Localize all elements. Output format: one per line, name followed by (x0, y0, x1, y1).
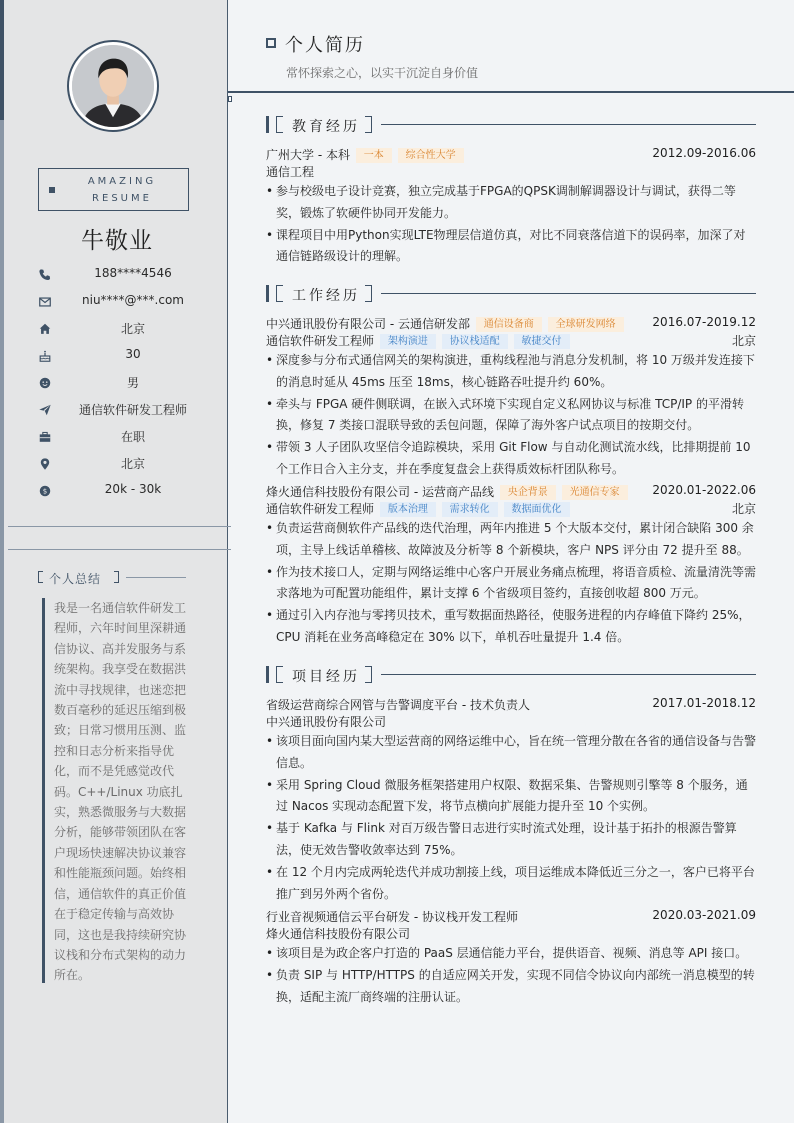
gender-value: 男 (126, 376, 139, 390)
summary-heading (38, 570, 188, 586)
info-phone (8, 262, 228, 289)
section-title: 教育经历 (292, 119, 360, 135)
info-salary (8, 478, 228, 505)
status-value: 在职 (120, 430, 145, 444)
page-title: 个人简历 (285, 35, 365, 56)
section-projects-heading (266, 666, 756, 684)
location-value: 北京 (120, 457, 145, 471)
bracket-left-icon (276, 666, 283, 683)
section-line (381, 674, 756, 675)
info-email (8, 289, 228, 316)
tag: 敏捷交付 (514, 334, 570, 349)
entry-date: 2016.07-2019.12 (652, 315, 756, 329)
work-entry (266, 315, 756, 481)
info-position (8, 397, 228, 424)
list-item: • 在 12 个月内完成两轮迭代并成功割接上线，项目运维成本降低近三分之一，客户已将平台推广到另外两个省份。 (266, 862, 756, 906)
list-item: • 采用 Spring Cloud 微服务框架搭建用户权限、数据采集、告警规则引擎等 8 个服务，通过 Nacos 实现动态配置下发，将节点横向扩展能力提升至 10 个实例。 (266, 775, 756, 819)
info-location (8, 451, 228, 478)
section-line (381, 293, 756, 294)
tag: 需求转化 (442, 502, 498, 517)
tag: 央企背景 (500, 485, 556, 500)
info-gender (8, 370, 228, 397)
section-bar-icon (266, 116, 269, 133)
bracket-left-icon (276, 116, 283, 133)
age-value: 30 (125, 347, 141, 361)
tag: 版本治理 (380, 502, 436, 517)
svg-text:$: $ (42, 487, 48, 496)
tag: 一本 (356, 148, 392, 163)
entry-title: 省级运营商综合网管与告警调度平台 - 技术负责人 (266, 698, 530, 712)
entry-date: 2017.01-2018.12 (652, 696, 756, 710)
summary-title: 个人总结 (49, 572, 102, 586)
entry-location: 北京 (731, 334, 756, 348)
salary-value: 20k - 30k (104, 482, 162, 496)
list-item: • 牵头与 FPGA 硬件侧联调，在嵌入式环境下实现自定义私网协议与标准 TCP/IP 的平滑转换，修复 7 类接口混联导致的丢包问题，保障了海外客户试点项目的按期交付。 (266, 394, 756, 438)
bracket-left-icon (276, 285, 283, 302)
title-square-icon (266, 38, 276, 48)
list-item: • 该项目面向国内某大型运营商的网络运维中心，旨在统一管理分散在各省的通信设备与告警信息。 (266, 731, 756, 775)
tag: 通信设备商 (476, 317, 542, 332)
project-entry (266, 908, 756, 1008)
sidebar-divider-bottom (8, 549, 231, 550)
list-item: • 负责运营商侧软件产品线的迭代治理，两年内推进 5 个大版本交付，累计闭合缺陷 300 余项，主导上线话单稽核、故障波及分析等 8 个新模块，客户 NPS 评分由 72 提升至 88。 (266, 518, 756, 562)
list-item: • 负责 SIP 与 HTTP/HTTPS 的自适应网关开发，实现不同信令协议向内部统一消息模型的转换，适配主流厂商终端的注册认证。 (266, 965, 756, 1009)
bracket-right-icon (114, 571, 119, 583)
section-work-heading (266, 285, 756, 303)
bracket-right-icon (365, 666, 372, 683)
contact-info (8, 262, 228, 505)
summary-heading-line (126, 577, 186, 578)
home-value: 北京 (120, 322, 145, 336)
avatar-photo (72, 45, 154, 127)
entry-title: 广州大学 - 本科 (266, 148, 350, 162)
list-item: • 作为技术接口人，定期与网络运维中心客户开展业务痛点梳理，将语音质检、流量清洗等需求落地为可配置功能组件，累计支撑 6 个省级项目签约，直接创收超 800 万元。 (266, 562, 756, 606)
list-item: • 课程项目中用Python实现LTE物理层信道仿真，对比不同衰落信道下的误码率，加深了对通信链路级设计的理解。 (266, 225, 756, 269)
info-status (8, 424, 228, 451)
avatar (67, 40, 159, 132)
list-item: • 该项目是为政企客户打造的 PaaS 层通信能力平台，提供语音、视频、消息等 API 接口。 (266, 943, 756, 965)
section-title: 项目经历 (292, 669, 360, 685)
section-bar-icon (266, 285, 269, 302)
entry-major: 通信工程 (266, 165, 315, 179)
bullet-list (266, 943, 756, 1008)
bullet-list (266, 350, 756, 481)
entry-company: 烽火通信科技股份有限公司 (266, 927, 411, 941)
entry-location: 北京 (731, 502, 756, 516)
position-value: 通信软件研发工程师 (78, 403, 187, 417)
email-value: niu****@***.com (82, 293, 184, 307)
header-corner-marker (228, 96, 232, 102)
bracket-right-icon (365, 285, 372, 302)
person-photo-icon (72, 45, 154, 127)
info-home (8, 316, 228, 343)
entry-company: 中兴通讯股份有限公司 (266, 715, 387, 729)
sidebar (4, 0, 228, 1123)
sidebar-divider-top (8, 526, 231, 527)
list-item: • 深度参与分布式通信网关的架构演进，重构线程池与消息分发机制，将 10 万级并发连接下的消息时延从 45ms 压至 18ms，核心链路吞吐提升约 60%。 (266, 350, 756, 394)
tag: 架构演进 (380, 334, 436, 349)
section-line (381, 124, 756, 125)
entry-title: 行业音视频通信云平台研发 - 协议栈开发工程师 (266, 910, 518, 924)
tag: 综合性大学 (398, 148, 464, 163)
tag: 协议栈适配 (442, 334, 508, 349)
badge-text: AMAZING RESUME (87, 176, 157, 204)
section-title: 工作经历 (292, 288, 360, 304)
work-entry (266, 483, 756, 649)
entry-title: 中兴通讯股份有限公司 - 云通信研发部 (266, 317, 470, 331)
list-item: • 带领 3 人子团队攻坚信令追踪模块，采用 Git Flow 与自动化测试流水线，比排期提前 10 个工作日合入主分支，并在季度复盘会上获得质效标杆团队称号。 (266, 437, 756, 481)
entry-date: 2012.09-2016.06 (652, 146, 756, 160)
section-bar-icon (266, 666, 269, 683)
entry-role: 通信软件研发工程师 (266, 502, 375, 516)
education-entry (266, 146, 756, 268)
info-age (8, 343, 228, 370)
bullet-list (266, 181, 756, 268)
list-item: • 参与校级电子设计竞赛，独立完成基于FPGA的QPSK调制解调器设计与调试，获得二等奖，锻炼了软硬件协同开发能力。 (266, 181, 756, 225)
candidate-name: 牛敬业 (81, 228, 153, 254)
tag: 全球研发网络 (548, 317, 624, 332)
entry-title: 烽火通信科技股份有限公司 - 运营商产品线 (266, 485, 494, 499)
project-entry (266, 696, 756, 905)
main-content (228, 0, 794, 1123)
bracket-right-icon (365, 116, 372, 133)
section-education-heading (266, 116, 756, 134)
bullet-list (266, 518, 756, 649)
bullet-list (266, 731, 756, 905)
list-item: • 基于 Kafka 与 Flink 对百万级告警日志进行实时流式处理，设计基于拓扑的根源告警算法，使无效告警收敛率达到 75%。 (266, 818, 756, 862)
amazing-resume-badge (38, 168, 189, 211)
tag: 数据面优化 (504, 502, 570, 517)
list-item: • 通过引入内存池与零拷贝技术，重写数据面热路径，使服务进程的内存峰值下降约 25%，CPU 消耗在业务高峰稳定在 30% 以下，单机吞吐量提升 1.4 倍。 (266, 605, 756, 649)
bracket-left-icon (38, 571, 43, 583)
badge-square-icon (49, 187, 55, 193)
summary-text: 我是一名通信软件研发工程师，六年时间里深耕通信协议、高并发服务与系统架构。我享受在数据洪流中寻找规律，也迷恋把数百毫秒的延迟压缩到极致；日常习惯用压测、监控和日志分析来指导优化，而不是凭感觉改代码。C++/Linux 功底扎实，熟悉微服务与大数据分析，能够带领团队在客户现场快速解决协议兼容和性能瓶颈问题。始终相信，通信软件的真正价值在于稳定传输与高效协同，这也是我持续研究协议栈和分布式架构的动力所在。 (42, 598, 188, 983)
entry-date: 2020.01-2022.06 (652, 483, 756, 497)
entry-date: 2020.03-2021.09 (652, 908, 756, 922)
tag: 光通信专家 (562, 485, 628, 500)
page-motto: 常怀探索之心，以实干沉淀自身价值 (286, 66, 479, 80)
resume-header (228, 0, 794, 93)
entry-role: 通信软件研发工程师 (266, 334, 375, 348)
phone-value: 188****4546 (94, 266, 172, 280)
